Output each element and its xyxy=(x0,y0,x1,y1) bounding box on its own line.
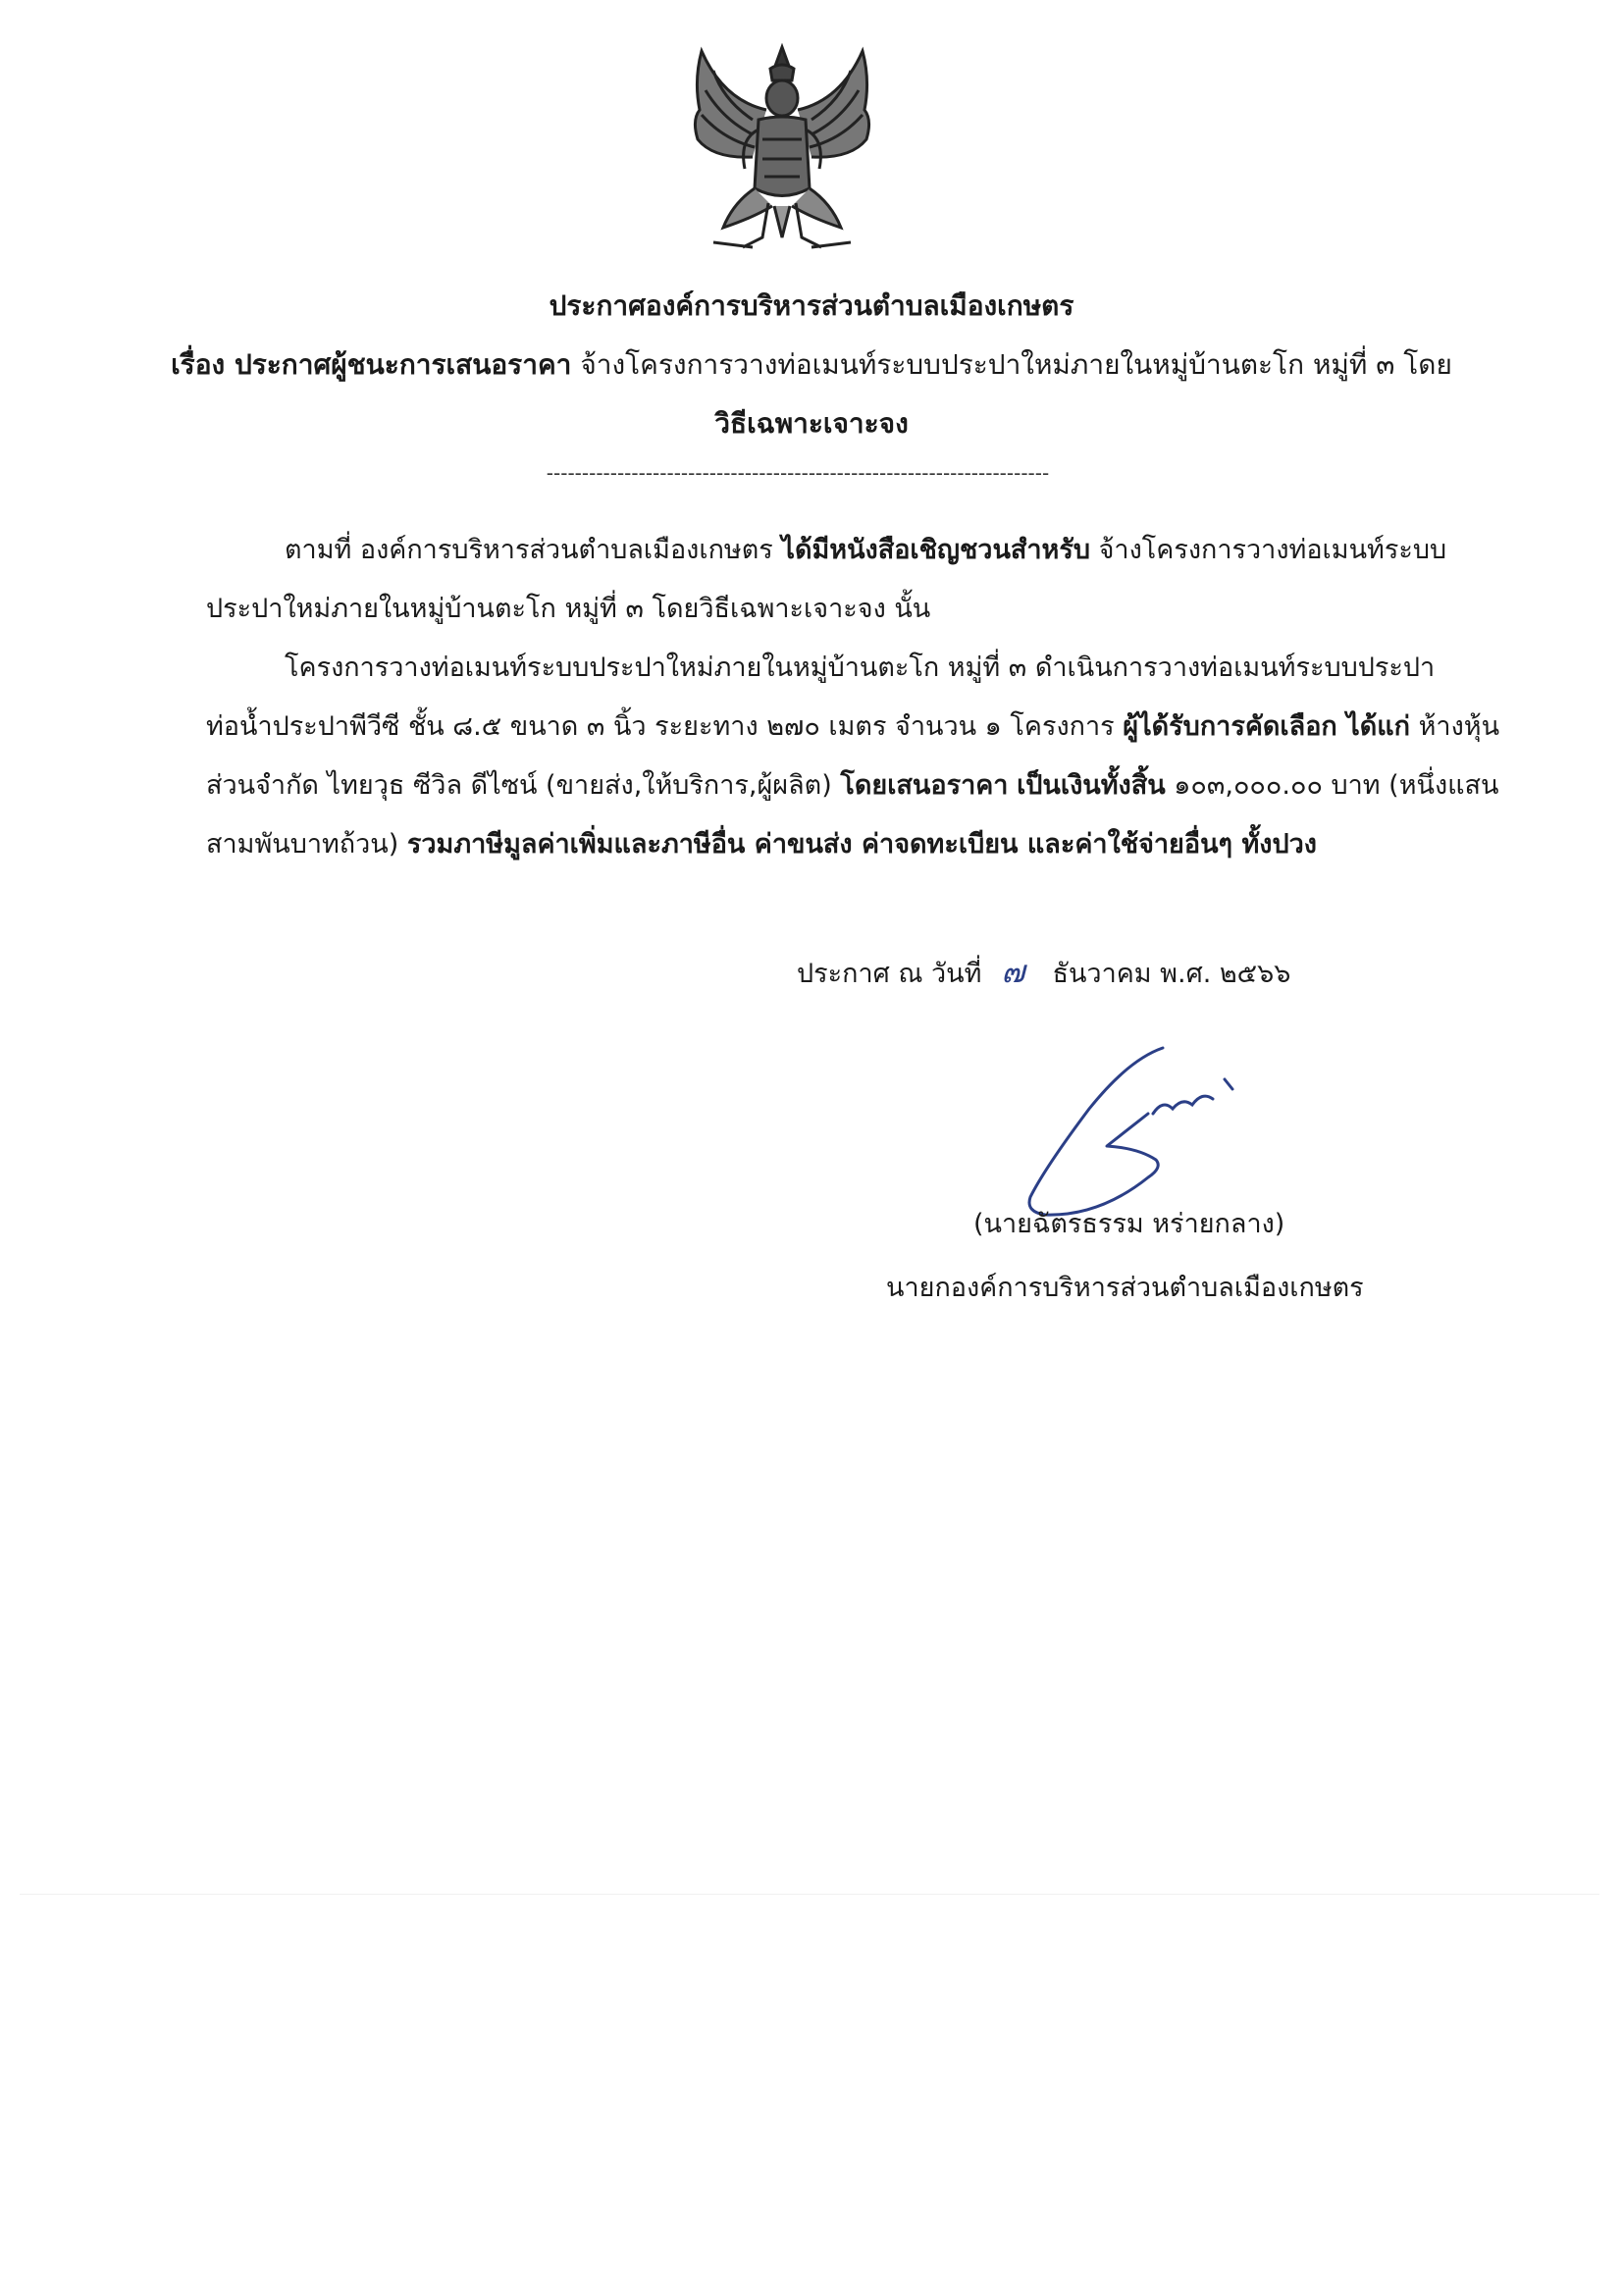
p2-text-4a: สามพันบาทถ้วน) xyxy=(206,829,399,860)
p1-text-c: จ้างโครงการวางท่อเมนท์ระบบ xyxy=(1098,535,1447,565)
p2-text-4b: รวมภาษีมูลค่าเพิ่มและภาษีอื่น ค่าขนส่ง ค่าจดทะเบียน และค่าใช้จ่ายอื่นๆ ทั้งปวง xyxy=(406,829,1317,860)
subject-line-2 xyxy=(118,402,1505,445)
p2-text-3a: ส่วนจำกัด ไทยวุธ ซีวิล ดีไซน์ (ขายส่ง,ให้บริการ,ผู้ผลิต) xyxy=(206,770,832,801)
divider-line: ----------------------------------------------------------------------- xyxy=(546,461,1050,485)
subject-text-2: วิธีเฉพาะเจาะจง xyxy=(714,407,909,440)
scan-edge-line xyxy=(20,1894,1599,1895)
announcement-date xyxy=(797,947,1290,997)
paragraph-2-line-4 xyxy=(206,822,1317,864)
paragraph-2-line-3 xyxy=(206,763,1499,806)
date-day: ๗ xyxy=(1001,953,1025,990)
paragraph-2-line-2 xyxy=(206,704,1499,747)
paragraph-1-line-1 xyxy=(285,528,1446,570)
p1-text-b: ได้มีหนังสือเชิญชวนสำหรับ xyxy=(781,535,1090,565)
p2-text-2c: ห้างหุ้น xyxy=(1418,711,1500,742)
signer-position: นายกองค์การบริหารส่วนตำบลเมืองเกษตร xyxy=(886,1273,1364,1303)
p1-text-a: ตามที่ องค์การบริหารส่วนตำบลเมืองเกษตร xyxy=(285,535,773,565)
date-prefix: ประกาศ ณ วันที่ xyxy=(797,959,982,989)
signer-name: (นายฉัตรธรรม หร่ายกลาง) xyxy=(973,1209,1285,1239)
handwritten-signature-icon xyxy=(991,1030,1276,1226)
announcement-title: ประกาศองค์การบริหารส่วนตำบลเมืองเกษตร xyxy=(549,289,1074,322)
subject-label: เรื่อง ประกาศผู้ชนะการเสนอราคา xyxy=(171,348,572,381)
paragraph-2-line-1: โครงการวางท่อเมนท์ระบบประปาใหม่ภายในหมู่บ้านตะโก หมู่ที่ ๓ ดำเนินการวางท่อเมนท์ระบบประปา xyxy=(285,652,1436,683)
paragraph-1-line-2: ประปาใหม่ภายในหมู่บ้านตะโก หมู่ที่ ๓ โดยวิธีเฉพาะเจาะจง นั้น xyxy=(206,594,931,624)
p2-text-3c: เป็นเงินทั้งสิ้น xyxy=(1017,770,1166,801)
subject-text-1: จ้างโครงการวางท่อเมนท์ระบบประปาใหม่ภายในหมู่บ้านตะโก หมู่ที่ ๓ โดย xyxy=(580,348,1452,381)
subject-line-1 xyxy=(118,343,1505,387)
p2-text-2a: ท่อน้ำประปาพีวีซี ชั้น ๘.๕ ขนาด ๓ นิ้ว ระยะทาง ๒๗๐ เมตร จำนวน ๑ โครงการ xyxy=(206,711,1115,742)
p2-text-3b: โดยเสนอราคา xyxy=(840,770,1009,801)
date-suffix: ธันวาคม พ.ศ. ๒๕๖๖ xyxy=(1052,959,1291,989)
garuda-emblem-icon xyxy=(684,41,880,257)
p2-text-2b: ผู้ได้รับการคัดเลือก ได้แก่ xyxy=(1123,711,1411,742)
p2-text-3d: ๑๐๓,๐๐๐.๐๐ บาท (หนึ่งแสน xyxy=(1174,770,1499,801)
